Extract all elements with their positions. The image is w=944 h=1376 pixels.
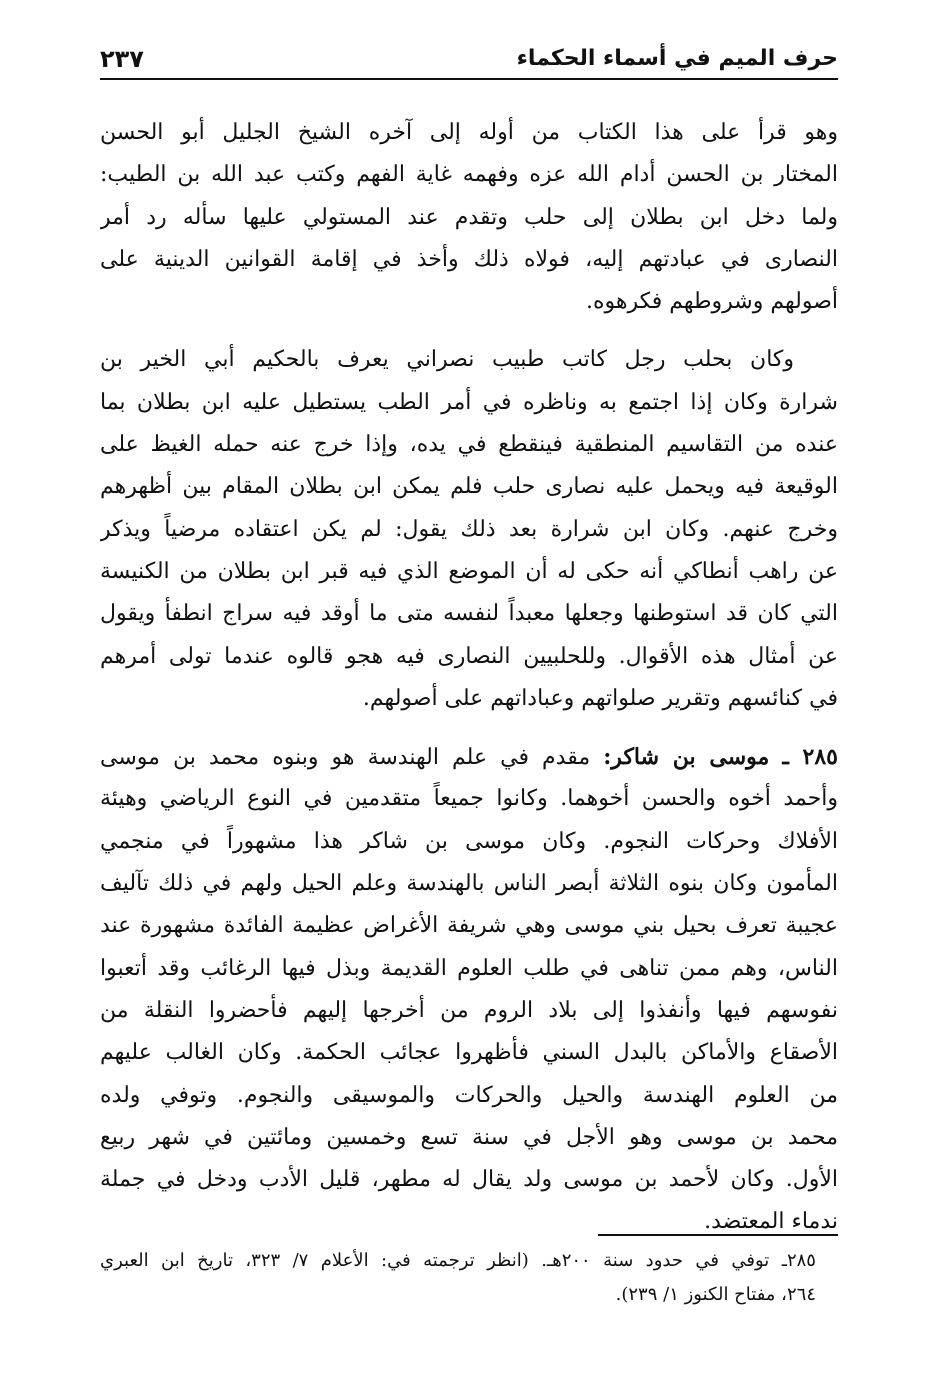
text-line: النصارى في عبادتهم إليه، فولاه ذلك وأخذ في إقامة القوانين الدينية على (100, 246, 838, 272)
text-line: الأفلاك وحركات النجوم. وكان موسى بن شاكر هذا مشهوراً في منجمي (100, 828, 838, 854)
page-number: ٢٣٧ (100, 45, 144, 73)
paragraph-ibn-butlan-continued (100, 112, 838, 323)
text-line: وخرج عنهم. وكان ابن شرارة بعد ذلك يقول: لم يكن اعتقاده مرضياً ويذكر (100, 516, 838, 542)
text-line: عنده من التقاسيم المنطقية فينقطع في يده، وإذا خرج عنه حمله الغيظ على (100, 432, 838, 458)
text-line: في كنائسهم وتقرير صلواتهم وعباداتهم على أصولهم. (362, 685, 838, 711)
text-line: عجيبة تعرف بحيل بني موسى وهي شريفة الأغراض عظيمة الفائدة مشهورة عند (100, 913, 838, 939)
text-line: الأصقاع والأماكن بالبدل السني فأظهروا عجائب الحكمة. وكان الغالب عليهم (100, 1040, 838, 1066)
text-line: نفوسهم فيها وأنفذوا إلى بلاد الروم من أخرجها إليهم فأحضروا النقلة من (100, 997, 838, 1023)
page-header (100, 44, 838, 80)
entry-name: موسى بن شاكر: (603, 744, 770, 771)
paragraph-spacer (100, 720, 838, 736)
main-text (100, 112, 838, 1244)
entry-number: ٢٨٥ ـ (782, 744, 838, 771)
running-title: حرف الميم في أسماء الحكماء (516, 46, 838, 71)
text-line: الناس، وهم ممن تناهى في طلب العلوم القديمة وبذل فيها الرغائب وقد أتعبوا (100, 955, 838, 981)
paragraph-spacer (100, 323, 838, 339)
text-line: الوقيعة فيه ويحمل عليه نصارى حلب فلم يمكن ابن بطلان المقام بين أظهرهم (100, 474, 838, 500)
text-line: المأمون وكان بنوه الثلاثة أبصر الناس بالهندسة وعلم الحيل ولهم في ذلك تآليف (100, 871, 838, 897)
text-line: محمد بن موسى وهو الأجل في سنة تسع وخمسين ومائتين في شهر ربيع (100, 1124, 838, 1150)
entry-text: مقدم في علم الهندسة هو وبنوه محمد بن موسى (100, 745, 591, 771)
text-line: أصولهم وشروطهم فكرهوه. (585, 289, 838, 315)
text-line: ولما دخل ابن بطلان إلى حلب وتقدم عند المستولي عليها سأله رد أمر (100, 204, 838, 230)
footnote-line: ٢٨٥ـ توفي في حدود سنة ٢٠٠هـ. (انظر ترجمته في: الأعلام ٧/ ٣٢٣، تاريخ ابن العبري (100, 1250, 816, 1271)
text-line: شرارة وكان إذا اجتمع به وناظره في أمر الطب يستطيل عليه ابن بطلان بما (100, 389, 838, 415)
text-line: من العلوم الهندسة والحيل والحركات والموسيقى والنجوم. وتوفي ولده (100, 1082, 838, 1108)
paragraph-aleppo (100, 339, 838, 720)
text-line: التي كان قد استوطنها وجعلها معبداً لنفسه متى ما أوقد فيه سراج انطفأ ويقول (100, 601, 838, 627)
text-line: وهو قرأ على هذا الكتاب من أوله إلى آخره الشيخ الجليل أبو الحسن (100, 120, 838, 145)
text-line: عن راهب أنطاكي أنه حكى له أن الموضع الذي فيه قبر ابن بطلان من الكنيسة (100, 558, 838, 584)
text-line: المختار بن الحسن أدام الله عزه وفهمه غاية الفهم وكتب عبد الله بن الطيب: (100, 162, 838, 188)
text-line: وكان بحلب رجل كاتب طبيب نصراني يعرف بالحكيم أبي الخير بن (100, 347, 794, 373)
footnote-line: ٢٦٤، مفتاح الكنوز ١/ ٢٣٩). (615, 1284, 816, 1305)
text-line: وأحمد أخوه والحسن أخوهما. وكانوا جميعاً متقدمين في النوع الرياضي وهيئة (100, 786, 838, 812)
text-line: الأول. وكان لأحمد بن موسى ولد يقال له مطهر، قليل الأدب ودخل في جملة (100, 1167, 838, 1193)
entry-heading-line (100, 736, 838, 778)
footnote-divider (598, 1234, 838, 1236)
footnotes (100, 1244, 838, 1312)
text-line: عن أمثال هذه الأقوال. وللحلبيين النصارى فيه هجو قالوه عندما تولى أمرهم (100, 643, 838, 669)
entry-musa-ibn-shakir (100, 736, 838, 1244)
text-line: ندماء المعتضد. (704, 1209, 838, 1235)
